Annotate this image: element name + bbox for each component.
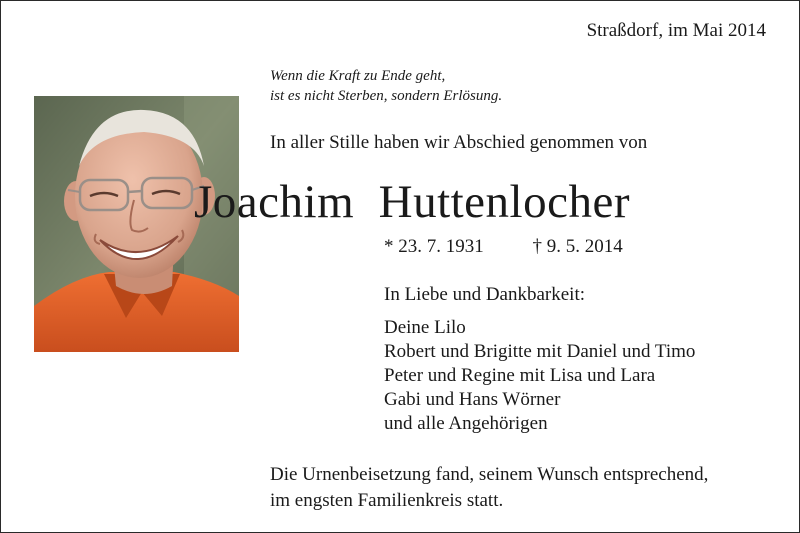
mourner-item: und alle Angehörigen: [384, 413, 548, 434]
mourner-item: Deine Lilo: [384, 317, 466, 338]
motto-line-2: ist es nicht Sterben, sondern Erlösung.: [270, 88, 503, 104]
closing-line-2: im engsten Familienkreis statt.: [270, 490, 504, 511]
motto: [270, 66, 502, 106]
life-dates: [384, 236, 623, 258]
closing-line-1: Die Urnenbeisetzung fand, seinem Wunsch entsprechend,: [270, 464, 709, 485]
closing-note: [270, 462, 708, 514]
gratitude-line: In Liebe und Dankbarkeit:: [384, 284, 586, 305]
deceased-name: Joachim Huttenlocher: [194, 176, 630, 228]
intro-text: In aller Stille haben wir Abschied genommen von: [270, 132, 648, 153]
mourners-list: [384, 316, 695, 436]
birth-date: * 23. 7. 1931: [384, 236, 484, 257]
mourner-item: Peter und Regine mit Lisa und Lara: [384, 365, 656, 386]
motto-line-1: Wenn die Kraft zu Ende geht,: [270, 68, 446, 84]
place-date: Straßdorf, im Mai 2014: [586, 20, 766, 41]
mourner-item: Gabi und Hans Wörner: [384, 389, 561, 410]
death-date: † 9. 5. 2014: [532, 236, 623, 257]
mourner-item: Robert und Brigitte mit Daniel und Timo: [384, 341, 696, 362]
